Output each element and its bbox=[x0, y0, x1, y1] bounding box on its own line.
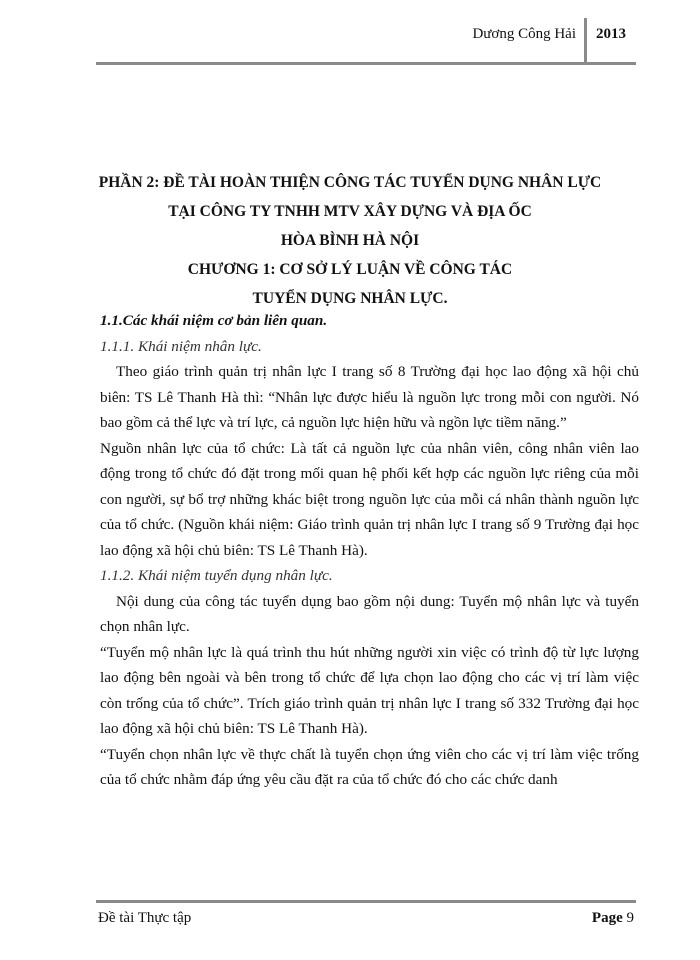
paragraph-tuyen-mo: “Tuyển mộ nhân lực là quá trình thu hút những người xin việc có trình độ từ lực lượng lao động bên ngoài và bên trong tổ chức để lựa chọn lao động cho các vị trí làm việc còn trống của tổ chức”. Trích giáo trình quản trị nhân lực I trang số 332 Trường đại học lao động xã hội chủ biên: TS Lê Thanh Hà). bbox=[100, 643, 639, 737]
part-title-line-3: HÒA BÌNH HÀ NỘI bbox=[280, 232, 420, 249]
subsection-heading-1-1-2: 1.1.2. Khái niệm tuyển dụng nhân lực. bbox=[100, 567, 333, 584]
page-header bbox=[96, 18, 636, 62]
header-author: Dương Công Hải bbox=[472, 26, 576, 42]
document-body bbox=[100, 308, 639, 793]
chapter-title-line-2: TUYỂN DỤNG NHÂN LỰC. bbox=[252, 290, 448, 307]
chapter-title-line-1: CHƯƠNG 1: CƠ SỞ LÝ LUẬN VỀ CÔNG TÁC bbox=[187, 261, 513, 278]
footer-document-title: Đề tài Thực tập bbox=[98, 910, 192, 926]
footer-rule bbox=[96, 900, 636, 903]
header-year: 2013 bbox=[596, 26, 626, 42]
paragraph-definition-nhan-luc: Theo giáo trình quản trị nhân lực I trang số 8 Trường đại học lao động xã hội chủ biên: TS Lê Thanh Hà thì: “Nhân lực được hiểu là nguồn lực trong mỗi con người. Nó bao gồm cả thể lực và trí lực, cả nguồn lực hiện hữu và ngồn lực tiềm năng.” bbox=[100, 363, 639, 431]
page-footer bbox=[96, 900, 636, 936]
footer-page-indicator bbox=[592, 910, 634, 927]
header-divider bbox=[584, 18, 587, 62]
section-heading-1-1: 1.1.Các khái niệm cơ bản liên quan. bbox=[100, 312, 328, 329]
subsection-heading-1-1-1: 1.1.1. Khái niệm nhân lực. bbox=[100, 337, 262, 355]
part-title-line-2: TẠI CÔNG TY TNHH MTV XÂY DỰNG VÀ ĐỊA ỐC bbox=[168, 203, 532, 220]
header-rule bbox=[96, 62, 636, 65]
chapter-title-block bbox=[60, 168, 640, 313]
footer-page-label: Page bbox=[591, 910, 623, 926]
footer-page-number: 9 bbox=[626, 910, 634, 926]
paragraph-nguon-nhan-luc: Nguồn nhân lực của tổ chức: Là tất cả nguồn lực của nhân viên, công nhân viên lao động trong tổ chức đó đặt trong mối quan hệ phối kết hợp các nguồn lực riêng của mỗi con người, sự bổ trợ những khác biệt trong nguồn lực của mỗi cá nhân thành nguồn lực của tổ chức. (Nguồn khái niệm: Giáo trình quản trị nhân lực I trang số 9 Trường đại học lao động xã hội chủ biên: TS Lê Thanh Hà). bbox=[100, 439, 639, 559]
paragraph-tuyen-chon: “Tuyển chọn nhân lực về thực chất là tuyển chọn ứng viên cho các vị trí làm việc trống của tổ chức nhằm đáp ứng yêu cầu đặt ra của tổ chức đó cho các chức danh bbox=[100, 745, 639, 788]
paragraph-noi-dung-tuyen-dung: Nội dung của công tác tuyển dụng bao gồm nội dung: Tuyển mộ nhân lực và tuyển chọn nhân lực. bbox=[100, 592, 639, 635]
part-title-line-1: PHẦN 2: ĐỀ TÀI HOÀN THIỆN CÔNG TÁC TUYỂN DỤNG NHÂN LỰC bbox=[98, 174, 602, 191]
